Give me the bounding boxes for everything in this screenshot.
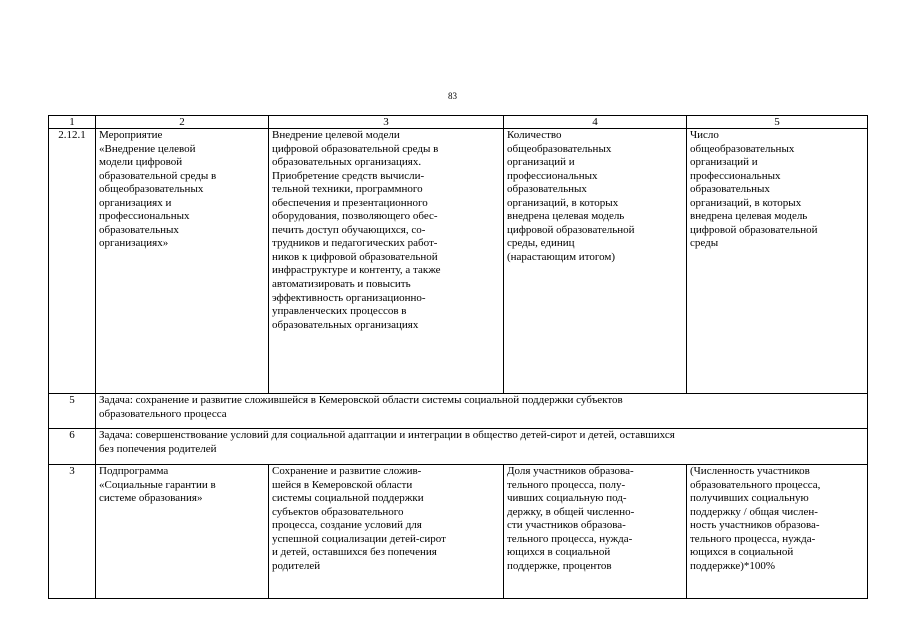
indicator-formula-cell: (Численность участников образовательного процесса, получивших социальную поддержку / общая числен- ность участников образова- тельного процесса, нужда- ющихся в социальной поддержке)*100% (687, 465, 868, 599)
row-number: 6 (49, 429, 96, 465)
measure-description-cell: Внедрение целевой модели цифровой образовательной среды в образовательных организациях. Приобретение средств вычисли- тельной техники, программного обеспечения и презентационного оборудования, позволяющего обес- печить доступ обучающихся, со- трудников и педагогических работ- ников к цифровой образовательной инфраструктуре и контенту, а также автоматизировать и повысить эффективность организационно- управленческих процессов в образовательных организациях (269, 129, 504, 394)
header-cell-1: 1 (49, 116, 96, 129)
table-row (49, 429, 868, 465)
row-number: 2.12.1 (49, 129, 96, 394)
table-row (49, 394, 868, 429)
subprogram-name-cell: Подпрограмма «Социальные гарантии в системе образования» (96, 465, 269, 599)
header-cell-3: 3 (269, 116, 504, 129)
measure-name-cell: Мероприятие «Внедрение целевой модели цифровой образовательной среды в общеобразовательных организациях и профессиональных образовательных организациях» (96, 129, 269, 394)
table-row (49, 465, 868, 599)
table-header-row (49, 116, 868, 129)
page-number: 83 (448, 91, 457, 101)
indicator-formula-cell: Число общеобразовательных организаций и профессиональных образовательных организаций, в которых внедрена целевая модель цифровой образовательной среды (687, 129, 868, 394)
header-cell-2: 2 (96, 116, 269, 129)
table-row (49, 129, 868, 394)
task-cell: Задача: сохранение и развитие сложившейся в Кемеровской области системы социальной поддержки субъектов образовательного процесса (96, 394, 868, 429)
header-cell-5: 5 (687, 116, 868, 129)
row-number: 5 (49, 394, 96, 429)
indicator-name-cell: Доля участников образова- тельного процесса, полу- чивших социальную под- держку, в общей численно- сти участников образова- тельного процесса, нужда- ющихся в социальной поддержке, процентов (504, 465, 687, 599)
subprogram-description-cell: Сохранение и развитие сложив- шейся в Кемеровской области системы социальной поддержки субъектов образовательного процесса, создание условий для успешной социализации детей-сирот и детей, оставшихся без попечения родителей (269, 465, 504, 599)
indicator-name-cell: Количество общеобразовательных организаций и профессиональных образовательных организаций, в которых внедрена целевая модель цифровой образовательной среды, единиц (нарастающим итогом) (504, 129, 687, 394)
task-cell: Задача: совершенствование условий для социальной адаптации и интеграции в общество детей-сирот и детей, оставшихся без попечения родителей (96, 429, 868, 465)
row-number: 3 (49, 465, 96, 599)
header-cell-4: 4 (504, 116, 687, 129)
document-table (48, 115, 868, 599)
